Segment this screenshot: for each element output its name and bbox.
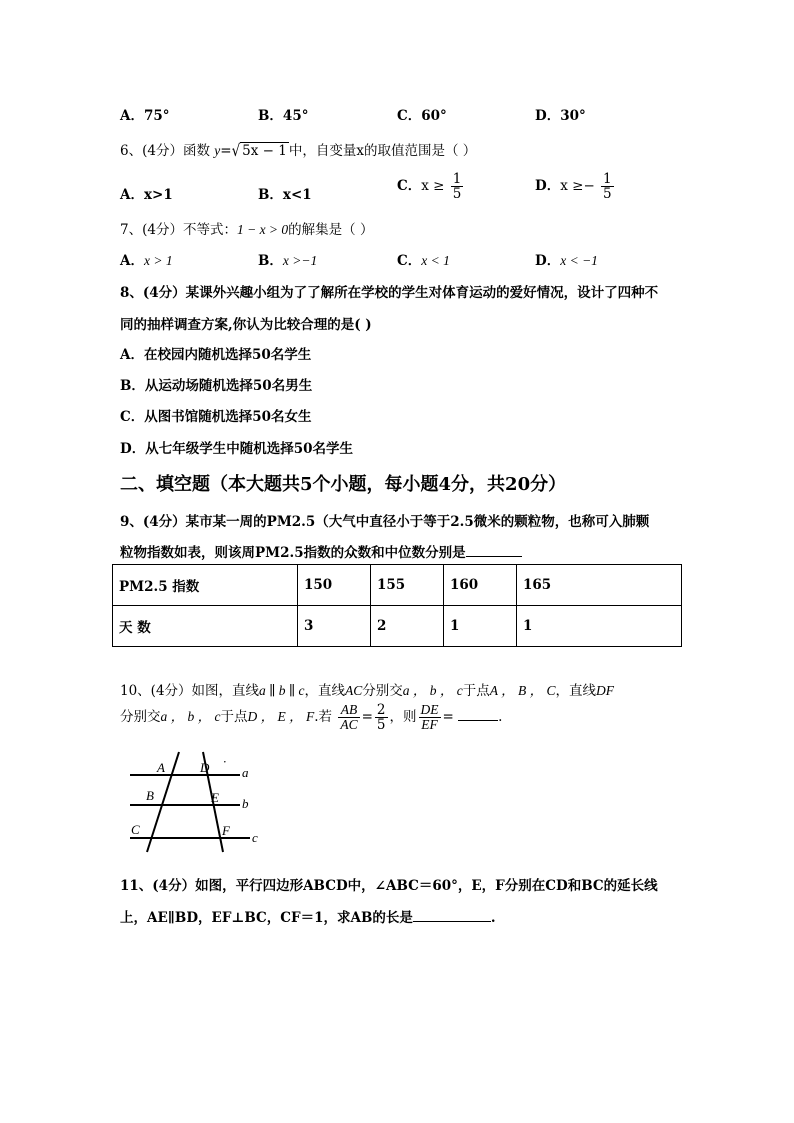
q6-option-c: C．x ≥ $\frac{1}{5}$ (397, 171, 462, 203)
table-cell: 1 (444, 606, 517, 647)
table-cell: 165 (517, 565, 682, 606)
q11-line2: 上，AE∥BD，EF⊥BC，CF＝1，求AB的长是 . (120, 910, 496, 926)
label-b-point: B (146, 788, 154, 803)
section-title: 二、填空题（本大题共5个小题，每小题4分，共20分） (120, 474, 567, 495)
q8-option-d: D．从七年级学生中随机选择50名学生 (120, 441, 353, 457)
q7-option-d: D．x < −1 (535, 253, 598, 269)
label-line-a: a (242, 765, 249, 780)
label-line-b: b (242, 796, 249, 811)
label-a-point: A (157, 760, 165, 775)
label-e-point: E (211, 790, 219, 805)
parallel-lines-figure (125, 750, 265, 860)
answer-blank (466, 544, 522, 557)
pm25-table (112, 564, 682, 647)
table-cell: 3 (298, 606, 371, 647)
table-cell: PM2.5 指数 (113, 565, 298, 606)
q10-line1: 10、(4分）如图，直线a ∥ b ∥ c，直线AC分别交a ， b ， c于点A ， B ， C，直线DF (120, 683, 615, 699)
q8-line1: 8、(4分）某课外兴趣小组为了了解所在学校的学生对体育运动的爱好情况，设计了四种不 (120, 285, 659, 301)
q6-option-d: D．x ≥− $\frac{1}{5}$ (535, 171, 612, 203)
answer-blank (413, 909, 491, 922)
table-row (113, 606, 682, 647)
q6-option-b: B．x<1 (258, 187, 312, 203)
label-d-point: D (200, 760, 210, 775)
table-cell: 1 (517, 606, 682, 647)
q5-option-a: A．75° (120, 108, 170, 124)
table-cell: 天 数 (113, 606, 298, 647)
table-cell: 155 (371, 565, 444, 606)
label-c-point: C (131, 822, 140, 837)
q11-line1: 11、(4分）如图，平行四边形ABCD中，∠ABC＝60°，E，F分别在CD和BC的延长线 (120, 878, 658, 894)
table-row (113, 565, 682, 606)
q5-option-b: B．45° (258, 108, 309, 124)
table-cell: 160 (444, 565, 517, 606)
q8-line2: 同的抽样调查方案,你认为比较合理的是( ) (120, 317, 372, 333)
q6-option-a: A．x>1 (120, 187, 173, 203)
q8-option-a: A．在校园内随机选择50名学生 (120, 347, 312, 363)
q7-stem: 7、(4分）不等式：1 − x > 0的解集是（ ） (120, 222, 374, 238)
q6-stem: 6、(4分）函数 y=√ 5x − 1 中，自变量x的取值范围是（ ） (120, 141, 477, 161)
q7-option-a: A．x > 1 (120, 253, 173, 269)
q9-line1: 9、(4分）某市某一周的PM2.5（大气中直径小于等于2.5微米的颗粒物，也称可入肺颗 (120, 514, 650, 530)
q7-option-c: C．x < 1 (397, 253, 450, 269)
answer-blank (458, 708, 498, 721)
sqrt-symbol: √ (231, 141, 241, 161)
q5-option-c: C．60° (397, 108, 447, 124)
q8-option-c: C．从图书馆随机选择50名女生 (120, 409, 312, 425)
label-f-point: F (222, 823, 230, 838)
figure-dot: · (223, 754, 227, 769)
q7-option-b: B．x >−1 (258, 253, 318, 269)
q5-option-d: D．30° (535, 108, 586, 124)
q8-option-b: B．从运动场随机选择50名男生 (120, 378, 313, 394)
table-cell: 150 (298, 565, 371, 606)
q10-line2: 分别交a ， b ， c于点D ， E ， F.若 $\frac{AB}{AC}$ = $\frac{2}{5}$ ，则 $\frac{DE}{EF}$ = . (120, 702, 503, 734)
label-line-c: c (252, 830, 258, 845)
q9-line2: 粒物指数如表，则该周PM2.5指数的众数和中位数分别是 (120, 541, 522, 561)
table-cell: 2 (371, 606, 444, 647)
